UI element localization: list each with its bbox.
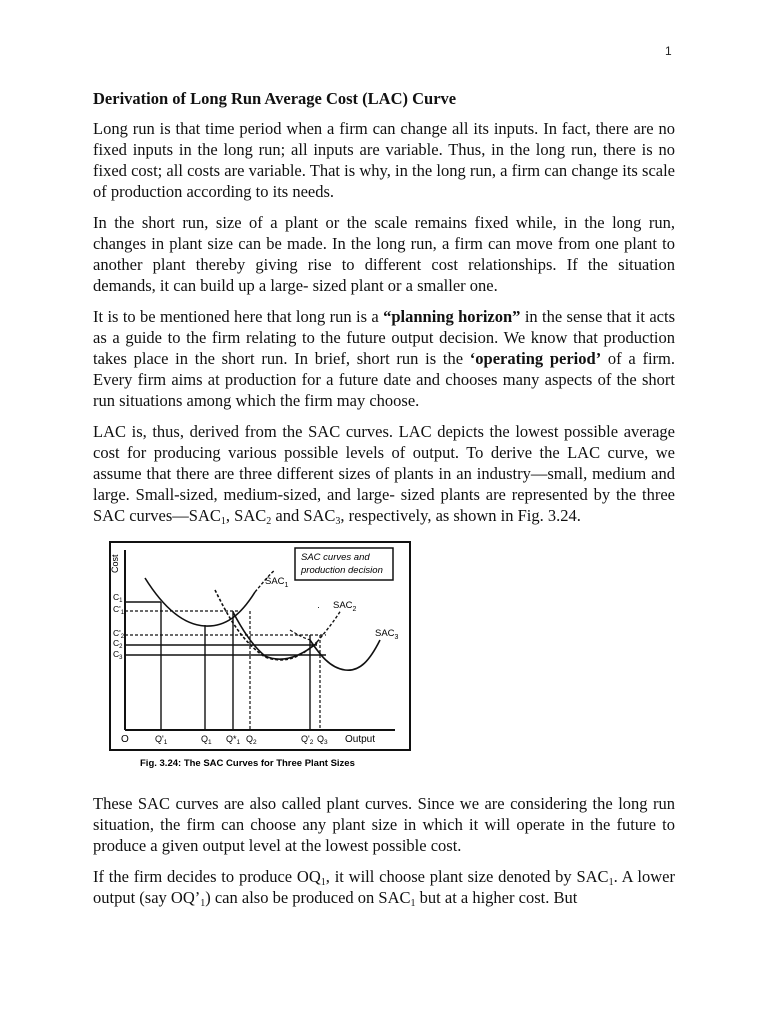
p4-sub-1: 1	[220, 516, 226, 527]
p6-text-d: ) can also be produced on SAC	[205, 888, 411, 907]
term-operating-period: ‘operating period’	[469, 349, 602, 368]
paragraph-6	[93, 866, 675, 908]
dot-mark: ·	[317, 602, 320, 612]
c3-label: $C_3$	[113, 649, 123, 661]
q1-label: $Q_1$	[201, 734, 212, 746]
q1-star-label: $Q*_1$	[226, 734, 241, 746]
p6-sub-1: 1	[320, 877, 326, 888]
sac2-label: $SAC_2$	[333, 600, 357, 613]
q2-prime-label: $Q'_2$	[301, 734, 314, 746]
p4-sub-3: 3	[335, 516, 341, 527]
q1-prime-label: $Q'_1$	[155, 734, 168, 746]
paragraph-2: In the short run, size of a plant or the scale remains fixed while, in the long run, changes in plant size can be made. In the long run, a firm can move from one plant to another plant thereby giving rise to different cost relationships. If the situation demands, it can build up a large- sized plant or a smaller one.	[93, 213, 675, 295]
p6-text-e: but at a higher cost. But	[415, 888, 578, 907]
sac2-curve	[215, 590, 317, 660]
c2-prime-label: $C'_2$	[113, 628, 125, 640]
origin-label: O	[121, 734, 129, 745]
q2-label: $Q_2$	[246, 734, 257, 746]
p6-text-a: If the firm decides to produce OQ	[93, 867, 321, 886]
document-body	[93, 88, 675, 918]
sac2-curve-rise	[317, 610, 341, 642]
sac1-label: $SAC_1$	[265, 576, 289, 589]
p4-sub-2: 2	[266, 516, 272, 527]
c1-label: $C_1$	[113, 592, 123, 604]
p3-text-c: in the sense that it acts as a guide to the firm relating to the future output decision. We know that production takes place in the short run. In brief, short run is the	[93, 307, 675, 368]
c1-prime-label: $C'_1$	[113, 604, 125, 616]
x-axis-label: Output	[345, 734, 376, 745]
page-number: 1	[665, 44, 672, 58]
p4-text-c: and SAC	[271, 506, 336, 525]
p6-sub-3: 1	[200, 898, 206, 909]
p3-text-e: of a firm. Every firm aims at production for a future date and chooses many aspects of the short run situations among which the firm may choose.	[93, 349, 675, 410]
p4-text-d: , respectively, as shown in Fig. 3.24.	[340, 506, 581, 525]
sac3-label: $SAC_3$	[375, 628, 399, 641]
legend-line-1: SAC curves and	[301, 552, 370, 563]
c2-label: $C_2$	[113, 638, 123, 650]
figure-3-24	[105, 540, 425, 785]
p6-sub-2: 1	[608, 877, 614, 888]
figure-caption: Fig. 3.24: The SAC Curves for Three Plant Sizes	[140, 758, 355, 769]
paragraph-3	[93, 306, 675, 411]
p6-text-b: , it will choose plant size denoted by SAC	[325, 867, 609, 886]
p4-text-b: , SAC	[225, 506, 267, 525]
y-axis-label: Cost	[110, 554, 120, 573]
term-planning-horizon: “planning horizon”	[383, 307, 521, 326]
p4-text-a: LAC is, thus, derived from the SAC curves. LAC depicts the lowest possible average cost for producing various possible levels of output. To derive the LAC curve, we assume that there are three different sizes of plants in an industry—small, medium and large. Small-sized, medium-sized, and large- sized plants are represented by the three SAC curves—SAC	[93, 422, 675, 525]
paragraph-1: Long run is that time period when a firm can change all its inputs. In fact, there are no fixed inputs in the long run; all inputs are variable. Thus, in the long run, there is no fixed cost; all costs are variable. That is why, in the long run, a firm can change its scale of production according to its needs.	[93, 119, 675, 201]
paragraph-5: These SAC curves are also called plant curves. Since we are considering the long run situation, the firm can choose any plant size in which it will operate in the future to produce a given output level at the lowest possible cost.	[93, 794, 675, 855]
p6-sub-4: 1	[410, 898, 416, 909]
sac-curves-diagram	[105, 540, 425, 785]
p6-text-c: . A lower output (say OQ’	[93, 867, 675, 907]
p3-text-a: It is to be mentioned here that long run is a	[93, 307, 384, 326]
document-title: Derivation of Long Run Average Cost (LAC) Curve	[93, 89, 457, 108]
q3-label: $Q_3$	[317, 734, 328, 746]
legend-line-2: production decision	[301, 565, 383, 576]
paragraph-4	[93, 421, 675, 526]
